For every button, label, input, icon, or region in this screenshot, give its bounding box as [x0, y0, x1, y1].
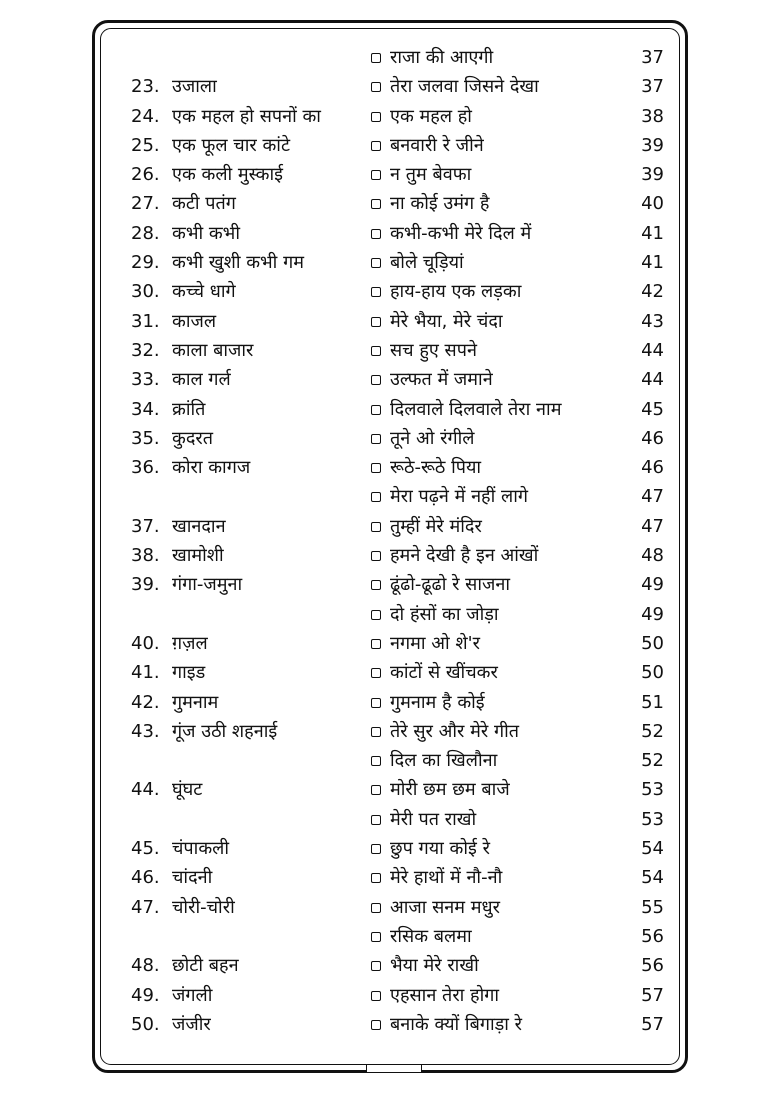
song-title: आजा सनम मधुर: [390, 896, 500, 918]
entry-number: 48.: [131, 955, 160, 977]
song-title: दिलवाले दिलवाले तेरा नाम: [390, 398, 562, 420]
checkbox-bullet-icon: [371, 551, 381, 561]
film-title: एक फूल चार कांटे: [172, 134, 291, 156]
song-title: ना कोई उमंग है: [390, 193, 490, 215]
checkbox-bullet-icon: [371, 317, 381, 327]
song-title: छुप गया कोई रे: [390, 838, 490, 860]
checkbox-bullet-icon: [371, 112, 381, 122]
entry-number: 43.: [131, 720, 160, 742]
entry-number: 38.: [131, 545, 160, 567]
page-number: 38: [641, 105, 664, 127]
page-number: 45: [641, 398, 664, 420]
song-title: कांटों से खींचकर: [390, 662, 498, 684]
contents-row: [0, 951, 780, 980]
film-title: कोरा कागज: [172, 457, 251, 479]
entry-number: 37.: [131, 515, 160, 537]
entry-number: 39.: [131, 574, 160, 596]
page-number: 48: [641, 545, 664, 567]
song-title: हाय-हाय एक लड़का: [390, 281, 522, 303]
page-number: 44: [641, 369, 664, 391]
page-number: 52: [641, 720, 664, 742]
song-title: हमने देखी है इन आंखों: [390, 545, 539, 567]
film-title: कभी कभी: [172, 222, 241, 244]
contents-row: [0, 453, 780, 482]
contents-row: [0, 688, 780, 717]
song-title: मेरी पत राखो: [390, 808, 477, 830]
song-title: तुम्हीं मेरे मंदिर: [390, 515, 482, 537]
film-title: गूंज उठी शहनाई: [172, 720, 278, 742]
page-number: 40: [641, 193, 664, 215]
film-title: जंजीर: [172, 1013, 211, 1035]
page-number: 42: [641, 281, 664, 303]
page-number: 46: [641, 457, 664, 479]
checkbox-bullet-icon: [371, 375, 381, 385]
contents-row: [0, 365, 780, 394]
contents-row: [0, 1010, 780, 1039]
contents-row: [0, 893, 780, 922]
page-number: 54: [641, 867, 664, 889]
film-title: काल गर्ल: [172, 369, 231, 391]
page-number: 37: [641, 76, 664, 98]
contents-list: [0, 43, 780, 1039]
checkbox-bullet-icon: [371, 53, 381, 63]
song-title: तेरा जलवा जिसने देखा: [390, 76, 539, 98]
film-title: कटी पतंग: [172, 193, 236, 215]
contents-row: [0, 395, 780, 424]
entry-number: 24.: [131, 105, 160, 127]
contents-row: [0, 219, 780, 248]
page-number: 49: [641, 603, 664, 625]
entry-number: 34.: [131, 398, 160, 420]
film-title: चांदनी: [172, 867, 213, 889]
song-title: तेरे सुर और मेरे गीत: [390, 720, 519, 742]
contents-row: [0, 43, 780, 72]
checkbox-bullet-icon: [371, 199, 381, 209]
film-title: चोरी-चोरी: [172, 896, 235, 918]
entry-number: 44.: [131, 779, 160, 801]
contents-row: [0, 307, 780, 336]
page-number: 54: [641, 838, 664, 860]
entry-number: 35.: [131, 427, 160, 449]
checkbox-bullet-icon: [371, 727, 381, 737]
checkbox-bullet-icon: [371, 463, 381, 473]
song-title: राजा की आएगी: [390, 47, 494, 68]
checkbox-bullet-icon: [371, 434, 381, 444]
entry-number: 27.: [131, 193, 160, 215]
checkbox-bullet-icon: [371, 346, 381, 356]
checkbox-bullet-icon: [371, 668, 381, 678]
entry-number: 50.: [131, 1013, 160, 1035]
entry-number: 36.: [131, 457, 160, 479]
film-title: क्रांति: [172, 398, 206, 420]
page-number: 41: [641, 252, 664, 274]
contents-row: [0, 863, 780, 892]
entry-number: 46.: [131, 867, 160, 889]
contents-row: [0, 981, 780, 1010]
contents-row: [0, 600, 780, 629]
checkbox-bullet-icon: [371, 1020, 381, 1030]
checkbox-bullet-icon: [371, 844, 381, 854]
song-title: नगमा ओ शे'र: [390, 632, 480, 654]
contents-row: [0, 102, 780, 131]
film-title: खामोशी: [172, 545, 224, 567]
checkbox-bullet-icon: [371, 903, 381, 913]
page-number: 57: [641, 984, 664, 1006]
song-title: रूठे-रूठे पिया: [390, 457, 482, 479]
checkbox-bullet-icon: [371, 932, 381, 942]
page-number: 46: [641, 427, 664, 449]
song-title: बोले चूड़ियां: [390, 252, 464, 274]
contents-row: [0, 658, 780, 687]
entry-number: 31.: [131, 310, 160, 332]
song-title: मेरा पढ़ने में नहीं लागे: [390, 486, 528, 508]
contents-row: [0, 336, 780, 365]
contents-row: [0, 424, 780, 453]
checkbox-bullet-icon: [371, 522, 381, 532]
entry-number: 33.: [131, 369, 160, 391]
checkbox-bullet-icon: [371, 492, 381, 502]
checkbox-bullet-icon: [371, 815, 381, 825]
contents-row: [0, 131, 780, 160]
page-number: 39: [641, 134, 664, 156]
entry-number: 26.: [131, 164, 160, 186]
song-title: दो हंसों का जोड़ा: [390, 603, 499, 625]
page-number: 55: [641, 896, 664, 918]
page-number: 53: [641, 808, 664, 830]
page-number: 37: [641, 47, 664, 68]
contents-row: [0, 746, 780, 775]
film-title: गुमनाम: [172, 691, 219, 713]
entry-number: 45.: [131, 838, 160, 860]
film-title: घूंघट: [172, 779, 203, 801]
page-number: 41: [641, 222, 664, 244]
song-title: रसिक बलमा: [390, 925, 472, 947]
song-title: सच हुए सपने: [390, 339, 477, 361]
contents-row: [0, 834, 780, 863]
contents-row: [0, 775, 780, 804]
entry-number: 29.: [131, 252, 160, 274]
contents-row: [0, 805, 780, 834]
checkbox-bullet-icon: [371, 405, 381, 415]
checkbox-bullet-icon: [371, 991, 381, 1001]
film-title: कुदरत: [172, 427, 214, 449]
page-number: 51: [641, 691, 664, 713]
film-title: गंगा-जमुना: [172, 574, 243, 596]
song-title: दिल का खिलौना: [390, 750, 498, 772]
song-title: उल्फत में जमाने: [390, 369, 493, 391]
page-number: 50: [641, 662, 664, 684]
page-number: 57: [641, 1013, 664, 1035]
checkbox-bullet-icon: [371, 258, 381, 268]
checkbox-bullet-icon: [371, 785, 381, 795]
checkbox-bullet-icon: [371, 170, 381, 180]
song-title: ढूंढो-ढूढो रे साजना: [390, 574, 510, 596]
film-title: कभी खुशी कभी गम: [172, 252, 304, 274]
page-number: 56: [641, 955, 664, 977]
contents-row: [0, 277, 780, 306]
contents-row: [0, 629, 780, 658]
entry-number: 42.: [131, 691, 160, 713]
contents-row: [0, 717, 780, 746]
entry-number: 49.: [131, 984, 160, 1006]
song-title: बनाके क्यों बिगाड़ा रे: [390, 1013, 523, 1035]
contents-row: [0, 482, 780, 511]
checkbox-bullet-icon: [371, 873, 381, 883]
entry-number: 28.: [131, 222, 160, 244]
song-title: मेरे हाथों में नौ-नौ: [390, 867, 503, 889]
film-title: खानदान: [172, 515, 226, 537]
page-number: 44: [641, 339, 664, 361]
checkbox-bullet-icon: [371, 141, 381, 151]
checkbox-bullet-icon: [371, 698, 381, 708]
checkbox-bullet-icon: [371, 82, 381, 92]
page-number: 53: [641, 779, 664, 801]
contents-row: [0, 922, 780, 951]
film-title: उजाला: [172, 76, 217, 98]
song-title: एहसान तेरा होगा: [390, 984, 500, 1006]
checkbox-bullet-icon: [371, 610, 381, 620]
contents-row: [0, 541, 780, 570]
page-number: 47: [641, 486, 664, 508]
film-title: काला बाजार: [172, 339, 254, 361]
entry-number: 23.: [131, 76, 160, 98]
film-title: चंपाकली: [172, 838, 230, 860]
film-title: एक महल हो सपनों का: [172, 105, 321, 127]
song-title: भैया मेरे राखी: [390, 955, 479, 977]
film-title: काजल: [172, 310, 217, 332]
contents-row: [0, 248, 780, 277]
checkbox-bullet-icon: [371, 287, 381, 297]
checkbox-bullet-icon: [371, 756, 381, 766]
checkbox-bullet-icon: [371, 580, 381, 590]
entry-number: 40.: [131, 632, 160, 654]
entry-number: 47.: [131, 896, 160, 918]
entry-number: 41.: [131, 662, 160, 684]
contents-row: [0, 189, 780, 218]
film-title: छोटी बहन: [172, 955, 239, 977]
film-title: जंगली: [172, 984, 213, 1006]
page-number: 49: [641, 574, 664, 596]
song-title: गुमनाम है कोई: [390, 691, 485, 713]
film-title: ग़ज़ल: [172, 632, 208, 654]
checkbox-bullet-icon: [371, 639, 381, 649]
song-title: मोरी छम छम बाजे: [390, 779, 510, 801]
film-title: गाइड: [172, 662, 206, 684]
page-number: 52: [641, 750, 664, 772]
entry-number: 25.: [131, 134, 160, 156]
page-number: 39: [641, 164, 664, 186]
contents-row: [0, 570, 780, 599]
checkbox-bullet-icon: [371, 961, 381, 971]
contents-row: [0, 512, 780, 541]
page-number: 50: [641, 632, 664, 654]
film-title: एक कली मुस्काई: [172, 164, 284, 186]
song-title: न तुम बेवफा: [390, 164, 472, 186]
page-number: 43: [641, 310, 664, 332]
entry-number: 30.: [131, 281, 160, 303]
checkbox-bullet-icon: [371, 229, 381, 239]
song-title: बनवारी रे जीने: [390, 134, 484, 156]
border-bottom-tab: [366, 1065, 422, 1073]
contents-row: [0, 160, 780, 189]
song-title: कभी-कभी मेरे दिल में: [390, 222, 532, 244]
film-title: कच्चे धागे: [172, 281, 236, 303]
contents-row: [0, 72, 780, 101]
song-title: एक महल हो: [390, 105, 472, 127]
song-title: मेरे भैया, मेरे चंदा: [390, 310, 503, 332]
entry-number: 32.: [131, 339, 160, 361]
song-title: तूने ओ रंगीले: [390, 427, 475, 449]
page-number: 56: [641, 925, 664, 947]
page-number: 47: [641, 515, 664, 537]
